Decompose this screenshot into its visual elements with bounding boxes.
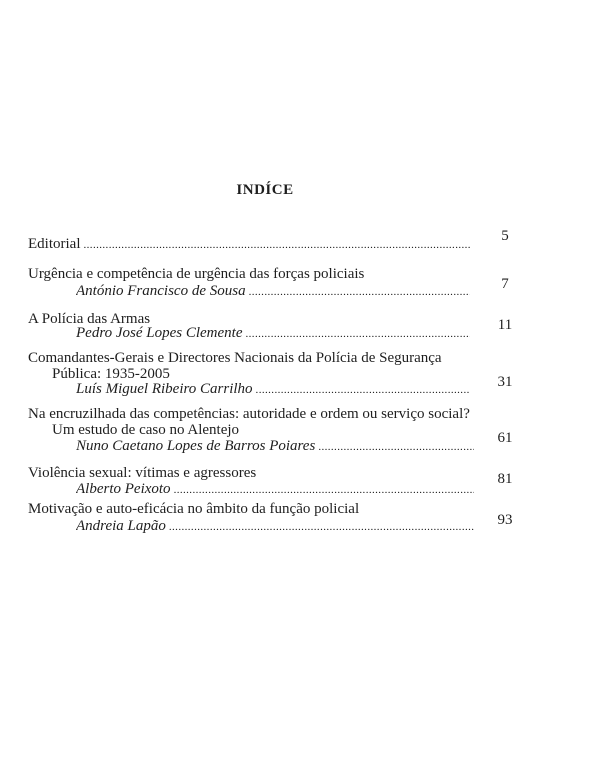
entry-title-continued[interactable]: Pública: 1935-2005 (52, 366, 170, 382)
dot-leader (169, 522, 474, 533)
entry-author: Alberto Peixoto (76, 482, 171, 497)
entry-page-number: 31 (497, 374, 513, 390)
dot-leader (174, 485, 474, 496)
entry-author: Andreia Lapão (76, 519, 166, 534)
toc-entry-author-row (76, 439, 474, 454)
entry-author: Pedro José Lopes Clemente (76, 326, 243, 341)
entry-author: Nuno Caetano Lopes de Barros Poiares (76, 439, 316, 454)
entry-title[interactable]: Na encruzilhada das competências: autoridade e ordem ou serviço social? (28, 406, 470, 422)
entry-page-number: 7 (501, 276, 509, 292)
dot-leader (318, 442, 474, 453)
toc-entry-author-row (76, 382, 470, 397)
dot-leader (246, 329, 471, 340)
toc-entry-author-row (76, 519, 474, 534)
toc-entry-editorial[interactable] (28, 237, 470, 252)
entry-title[interactable]: Comandantes-Gerais e Directores Nacionais da Polícia de Segurança (28, 350, 442, 366)
entry-page-number: 81 (497, 471, 513, 487)
dot-leader (256, 385, 470, 396)
entry-title[interactable]: Motivação e auto-eficácia no âmbito da função policial (28, 501, 360, 517)
entry-title[interactable]: A Polícia das Armas (28, 311, 151, 327)
entry-title-continued[interactable]: Um estudo de caso no Alentejo (52, 422, 240, 438)
entry-author: Luís Miguel Ribeiro Carrilho (76, 382, 253, 397)
entry-title[interactable]: Urgência e competência de urgência das forças policiais (28, 266, 365, 282)
dot-leader (84, 240, 471, 251)
entry-page-number: 61 (497, 430, 513, 446)
entry-page-number: 5 (501, 228, 509, 244)
toc-entry-author-row (76, 326, 470, 341)
toc-entry-author-row (76, 284, 470, 299)
entry-title[interactable]: Violência sexual: vítimas e agressores (28, 465, 257, 481)
entry-title: Editorial (28, 237, 81, 252)
toc-entry-author-row (76, 482, 474, 497)
entry-page-number: 93 (497, 512, 513, 528)
dot-leader (249, 287, 470, 298)
entry-page-number: 11 (497, 317, 513, 333)
entry-author: António Francisco de Sousa (76, 284, 246, 299)
page-title: INDÍCE (236, 182, 294, 198)
